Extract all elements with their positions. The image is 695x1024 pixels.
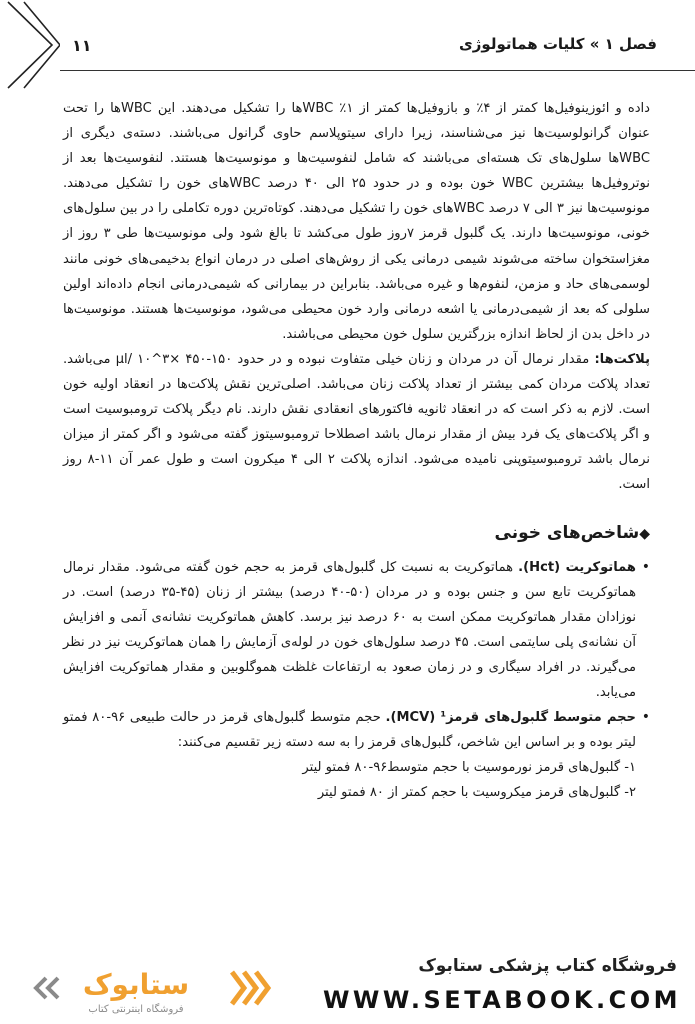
numbered-item-2: ۲- گلبول‌های قرمز میکروسیت با حجم کمتر از ۸۰ فمتو لیتر	[317, 785, 636, 801]
platelet-text: مقدار نرمال آن در مردان و زنان خیلی متفاوت نبوده و در حدود µl/ ۱۰^۳× ۴۵۰-۱۵۰ می‌باشد. تعداد پلاکت مردان کمی بیشتر از تعداد پلاکت زنان می‌باشد. اصلی‌ترین نقش پلاکت‌ها در انعقاد اولیه خون است. لازم به ذکر است که در انعقاد ثانویه فاکتورهای انعقادی نقش دارند. نام دیگر پلاکت ترومبوسیت است و اگر پلاکت‌های یک فرد بیش از مقدار نرمال باشد اصطلاحا ترومبوسیتوز گفته می‌شود و اگر کمتر از میزان نرمال باشد ترومبوسیتوپنی نامیده می‌شود. اندازه پلاکت ۲ الی ۴ میکرون است و طول عمر آن ۱۱-۸ روز است.	[63, 351, 650, 493]
mcv-term: حجم متوسط گلبول‌های قرمز¹ (MCV).	[385, 710, 636, 726]
list-item-hct	[63, 555, 650, 706]
paragraph-wbc: داده و ائوزینوفیل‌ها کمتر از ۴٪ و بازوفیل‌ها کمتر از ۱٪ WBCها را تشکیل می‌دهند. این WBCها را تحت عنوان گرانولوسیت‌ها نیز می‌شناسند، زیرا دارای سیتوپلاسم حاوی گرانول می‌باشند. دسته‌ی دیگری از WBCها سلول‌های تک هسته‌ای می‌باشند که شامل لنفوسیت‌ها و مونوسیت‌ها هستند. لنفوسیت‌ها بعد از نوتروفیل‌ها بیشترین WBC خون بوده و در حدود ۲۵ الی ۴۰ درصد WBCهای خون را تشکیل می‌دهند. مونوسیت‌ها نیز ۳ الی ۷ درصد WBCهای خون را تشکیل می‌دهند. کوتاه‌ترین دوره تکاملی را در بین سلول‌های خونی، مونوسیت‌ها دارند. یک گلبول قرمز ۷روز طول می‌کشد تا بالغ شود ولی مونوسیت‌ها طی ۳ روز از مغزاستخوان ساخته می‌شوند شیمی درمانی یکی از روش‌های اصلی در درمان انواع بدخیمی‌های خونی مانند لوسمی‌های حاد و مزمن، لنفوم‌ها و غیره می‌باشد. بنابراین در بیمارانی که شیمی‌درمانی انجام داده‌اند اولین سلولی که بعد از شیمی‌درمانی یا اشعه درمانی وارد خون محیطی می‌شود، مونوسیت‌ها هستند. مونوسیت‌ها در داخل بدن از لحاظ اندازه بزرگترین سلول خون محیطی می‌باشند.	[63, 101, 650, 342]
mcv-text: حجم متوسط گلبول‌های قرمز در حالت طبیعی ۹۶-۸۰ فمتو لیتر بوده و بر اساس این شاخص، گلبول‌های قرمز را به سه دسته زیر تقسیم می‌کنند:	[63, 710, 636, 751]
setabook-logo	[24, 958, 274, 1018]
platelet-term: پلاکت‌ها:	[594, 351, 651, 367]
logo-text: ستابوک	[82, 968, 190, 1001]
paragraph-platelets	[63, 347, 650, 498]
footer-banner	[0, 948, 695, 1024]
numbered-item-1: ۱- گلبول‌های قرمز نورموسیت با حجم متوسط۹۶-۸۰ فمتو لیتر	[302, 760, 636, 776]
shop-name: فروشگاه کتاب پزشکی ستابوک	[418, 956, 677, 976]
hct-text: هماتوکریت به نسبت کل گلبول‌های قرمز به حجم خون گفته می‌شود. مقدار نرمال هماتوکریت تابع سن و جنس بوده و در مردان (۵۰-۴۰ درصد) بیشتر از زنان (۴۵-۳۵ درصد) است. در نوزادان مقدار هماتوکریت ممکن است به ۶۰ درصد نیز برسد. کاهش هماتوکریت نشانه‌ی آنمی و افزایش آن نشانه‌ی پلی سایتمی است. ۴۵ درصد سلول‌های خون در لوله‌ی آزمایش را همان هماتوکریت نیز در نظر می‌گیرند. در افراد سیگاری و در زمان صعود به ارتفاعات غلظت هموگلوبین و مقدار هماتوکریت افزایش می‌یابد.	[63, 559, 636, 700]
chapter-title: فصل ۱ » کلیات هماتولوژی	[459, 35, 657, 53]
list-item-mcv	[63, 705, 650, 755]
chevron-decoration-icon	[0, 0, 60, 90]
section-heading	[63, 520, 650, 547]
logo-subtitle: فروشگاه اینترنتی کتاب	[88, 1004, 184, 1015]
site-url[interactable]: WWW.SETABOOK.COM	[322, 986, 681, 1014]
page-body	[63, 96, 650, 805]
hct-term: هماتوکریت (Hct).	[518, 559, 637, 575]
bottom-fade-overlay	[0, 872, 695, 950]
page-header	[0, 0, 695, 90]
header-divider	[60, 70, 695, 71]
bullet-icon: •	[641, 558, 650, 575]
bullet-icon: •	[641, 709, 650, 726]
diamond-bullet-icon: ◆	[639, 525, 650, 542]
page-number: ۱۱	[72, 36, 92, 55]
section-heading-text: شاخص‌های خونی	[494, 522, 640, 543]
